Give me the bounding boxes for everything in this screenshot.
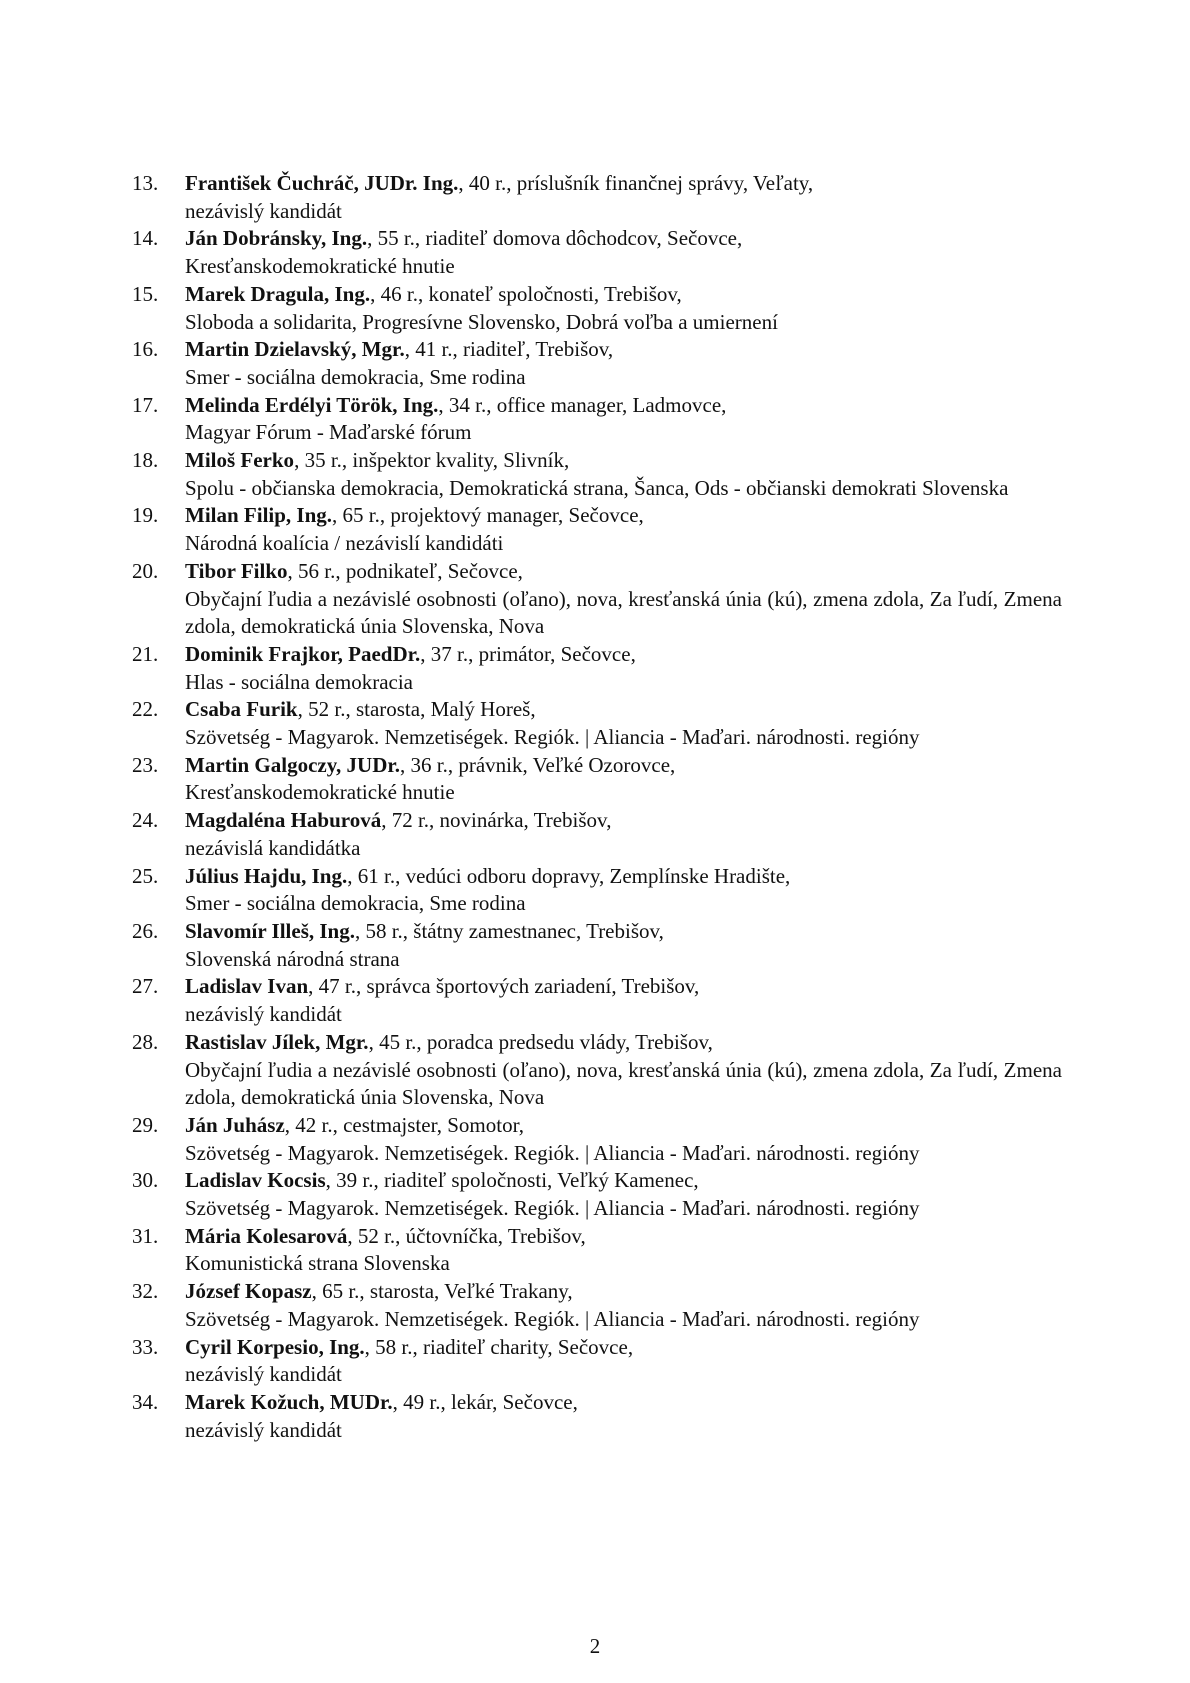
candidate-number: 22. <box>132 697 159 722</box>
candidate-details: , 52 r., starosta, Malý Horeš, <box>297 697 536 722</box>
candidate-name: Marek Dragula, Ing. <box>185 281 371 306</box>
candidate-header-line <box>185 1029 1062 1057</box>
candidate-details: , 34 r., office manager, Ladmovce, <box>438 392 727 417</box>
candidate-party: nezávislý kandidát <box>185 1002 342 1027</box>
candidate-header-line <box>185 225 1062 253</box>
candidate-party: Szövetség - Magyarok. Nemzetiségek. Regiók. | Aliancia - Maďari. národnosti. regióny <box>185 1140 920 1165</box>
candidate-details: , 39 r., riaditeľ spoločnosti, Veľký Kamenec, <box>325 1168 699 1193</box>
candidate-details: , 58 r., riaditeľ charity, Sečovce, <box>364 1334 634 1359</box>
candidate-party: Spolu - občianska demokracia, Demokratická strana, Šanca, Ods - občianski demokrati Slovenska <box>185 475 1009 500</box>
candidate-header-line <box>185 1112 1062 1140</box>
candidate-number: 20. <box>132 558 159 583</box>
candidate-party: Szövetség - Magyarok. Nemzetiségek. Regiók. | Aliancia - Maďari. národnosti. regióny <box>185 725 920 750</box>
candidate-details: , 72 r., novinárka, Trebišov, <box>381 808 612 833</box>
candidate-details: , 36 r., právnik, Veľké Ozorovce, <box>400 752 676 777</box>
candidate-item <box>132 918 1062 973</box>
candidate-item <box>132 281 1062 336</box>
candidate-header-line <box>185 696 1062 724</box>
candidate-number: 18. <box>132 448 159 473</box>
candidate-name: Rastislav Jílek, Mgr. <box>185 1029 369 1054</box>
candidate-details: , 56 r., podnikateľ, Sečovce, <box>287 558 523 583</box>
candidate-party: nezávislý kandidát <box>185 198 342 223</box>
candidate-header-line <box>185 807 1062 835</box>
candidate-header-line <box>185 863 1062 891</box>
candidate-number: 19. <box>132 503 159 528</box>
candidate-details: , 47 r., správca športových zariadení, Trebišov, <box>308 974 700 999</box>
candidate-item <box>132 1167 1062 1222</box>
candidate-name: Marek Kožuch, MUDr. <box>185 1389 393 1414</box>
candidate-name: Ján Juhász <box>185 1112 285 1137</box>
candidate-header-line <box>185 281 1062 309</box>
candidate-details: , 58 r., štátny zamestnanec, Trebišov, <box>354 918 664 943</box>
candidate-details: , 49 r., lekár, Sečovce, <box>392 1389 578 1414</box>
candidate-name: Martin Galgoczy, JUDr. <box>185 752 401 777</box>
candidate-name: Martin Dzielavský, Mgr. <box>185 337 405 362</box>
candidate-item <box>132 170 1062 225</box>
candidate-header-line <box>185 973 1062 1001</box>
candidate-party: Slovenská národná strana <box>185 946 400 971</box>
candidate-party: nezávislá kandidátka <box>185 835 361 860</box>
candidate-name: Dominik Frajkor, PaedDr. <box>185 641 421 666</box>
candidate-party: Národná koalícia / nezávislí kandidáti <box>185 531 504 556</box>
candidate-number: 27. <box>132 974 159 999</box>
candidate-name: Csaba Furik <box>185 697 298 722</box>
candidate-item <box>132 863 1062 918</box>
candidate-header-line <box>185 752 1062 780</box>
page-number: 2 <box>589 1634 601 1658</box>
candidate-name: József Kopasz <box>185 1279 312 1304</box>
candidate-number: 32. <box>132 1279 159 1304</box>
candidate-party: nezávislý kandidát <box>185 1362 342 1387</box>
candidate-header-line <box>185 1334 1062 1362</box>
candidate-item <box>132 1334 1062 1389</box>
candidate-item <box>132 1223 1062 1278</box>
candidate-number: 21. <box>132 641 159 666</box>
candidate-item <box>132 807 1062 862</box>
candidate-party: Kresťanskodemokratické hnutie <box>185 254 455 279</box>
candidate-item <box>132 696 1062 751</box>
candidate-item <box>132 502 1062 557</box>
candidate-details: , 41 r., riaditeľ, Trebišov, <box>404 337 614 362</box>
candidate-name: Tibor Filko <box>185 558 288 583</box>
candidate-number: 31. <box>132 1223 159 1248</box>
candidate-header-line <box>185 1389 1062 1417</box>
candidate-party: Obyčajní ľudia a nezávislé osobnosti (oľano), nova, kresťanská únia (kú), zmena zdola, Za ľudí, Zmena zdola, demokratická únia Slovenska, Nova <box>185 586 1062 639</box>
candidate-details: , 35 r., inšpektor kvality, Slivník, <box>294 448 570 473</box>
candidate-name: František Čuchráč, JUDr. Ing. <box>185 171 459 195</box>
candidate-number: 24. <box>132 808 159 833</box>
candidate-number: 30. <box>132 1168 159 1193</box>
candidate-item <box>132 973 1062 1028</box>
candidate-party: Hlas - sociálna demokracia <box>185 669 413 694</box>
candidate-item <box>132 1029 1062 1112</box>
candidate-details: , 40 r., príslušník finančnej správy, Veľaty, <box>458 171 814 195</box>
candidate-header-line <box>185 502 1062 530</box>
candidate-number: 26. <box>132 918 159 943</box>
candidate-item <box>132 225 1062 280</box>
candidate-party: Sloboda a solidarita, Progresívne Slovensko, Dobrá voľba a umiernení <box>185 309 778 334</box>
candidate-header-line <box>185 1278 1062 1306</box>
candidate-details: , 52 r., účtovníčka, Trebišov, <box>347 1223 586 1248</box>
candidate-number: 13. <box>132 171 159 195</box>
candidate-name: Ladislav Ivan <box>185 974 309 999</box>
candidate-number: 29. <box>132 1112 159 1137</box>
candidate-number: 15. <box>132 281 159 306</box>
candidate-header-line <box>185 558 1062 586</box>
candidate-item <box>132 1112 1062 1167</box>
candidate-item <box>132 336 1062 391</box>
candidate-name: Miloš Ferko <box>185 448 295 473</box>
candidate-item <box>132 1278 1062 1333</box>
candidate-number: 28. <box>132 1029 159 1054</box>
candidate-party: Obyčajní ľudia a nezávislé osobnosti (oľano), nova, kresťanská únia (kú), zmena zdola, Za ľudí, Zmena zdola, demokratická únia Slovenska, Nova <box>185 1057 1062 1110</box>
candidate-header-line <box>185 918 1062 946</box>
candidate-number: 23. <box>132 752 159 777</box>
candidate-party: Smer - sociálna demokracia, Sme rodina <box>185 364 526 389</box>
candidate-party: Kresťanskodemokratické hnutie <box>185 780 455 805</box>
candidate-name: Cyril Korpesio, Ing. <box>185 1334 365 1359</box>
candidate-details: , 45 r., poradca predsedu vlády, Trebišov, <box>368 1029 713 1054</box>
candidate-item <box>132 392 1062 447</box>
candidate-details: , 65 r., projektový manager, Sečovce, <box>332 503 644 528</box>
candidate-details: , 42 r., cestmajster, Somotor, <box>284 1112 524 1137</box>
candidate-item <box>132 558 1062 641</box>
candidate-name: Melinda Erdélyi Török, Ing. <box>185 392 439 417</box>
candidate-list <box>132 170 1062 1444</box>
candidate-party: Magyar Fórum - Maďarské fórum <box>185 420 472 445</box>
candidate-party: Szövetség - Magyarok. Nemzetiségek. Regiók. | Aliancia - Maďari. národnosti. regióny <box>185 1196 920 1221</box>
candidate-name: Ján Dobránsky, Ing. <box>185 226 368 251</box>
candidate-number: 16. <box>132 337 159 362</box>
candidate-number: 17. <box>132 392 159 417</box>
candidate-header-line <box>185 447 1062 475</box>
candidate-details: , 46 r., konateľ spoločnosti, Trebišov, <box>370 281 682 306</box>
candidate-name: Mária Kolesarová <box>185 1223 348 1248</box>
candidate-header-line <box>185 392 1062 420</box>
candidate-number: 34. <box>132 1389 159 1414</box>
candidate-details: , 65 r., starosta, Veľké Trakany, <box>311 1279 573 1304</box>
candidate-header-line <box>185 1167 1062 1195</box>
candidate-name: Slavomír Illeš, Ing. <box>185 918 355 943</box>
candidate-details: , 61 r., vedúci odboru dopravy, Zemplínske Hradište, <box>347 863 791 888</box>
candidate-party: nezávislý kandidát <box>185 1417 342 1442</box>
candidate-name: Július Hajdu, Ing. <box>185 863 348 888</box>
candidate-number: 33. <box>132 1334 159 1359</box>
candidate-name: Ladislav Kocsis <box>185 1168 326 1193</box>
candidate-item <box>132 641 1062 696</box>
candidate-item <box>132 447 1062 502</box>
candidate-name: Magdaléna Haburová <box>185 808 382 833</box>
candidate-details: , 55 r., riaditeľ domova dôchodcov, Sečovce, <box>367 226 743 251</box>
candidate-party: Smer - sociálna demokracia, Sme rodina <box>185 891 526 916</box>
candidate-party: Szövetség - Magyarok. Nemzetiségek. Regiók. | Aliancia - Maďari. národnosti. regióny <box>185 1306 920 1331</box>
candidate-item <box>132 752 1062 807</box>
candidate-header-line <box>185 336 1062 364</box>
candidate-name: Milan Filip, Ing. <box>185 503 333 528</box>
candidate-header-line <box>185 1223 1062 1251</box>
candidate-number: 25. <box>132 863 159 888</box>
candidate-number: 14. <box>132 226 159 251</box>
candidate-details: , 37 r., primátor, Sečovce, <box>420 641 636 666</box>
candidate-party: Komunistická strana Slovenska <box>185 1251 450 1276</box>
candidate-item <box>132 1389 1062 1444</box>
candidate-header-line <box>185 170 1062 198</box>
candidate-header-line <box>185 641 1062 669</box>
